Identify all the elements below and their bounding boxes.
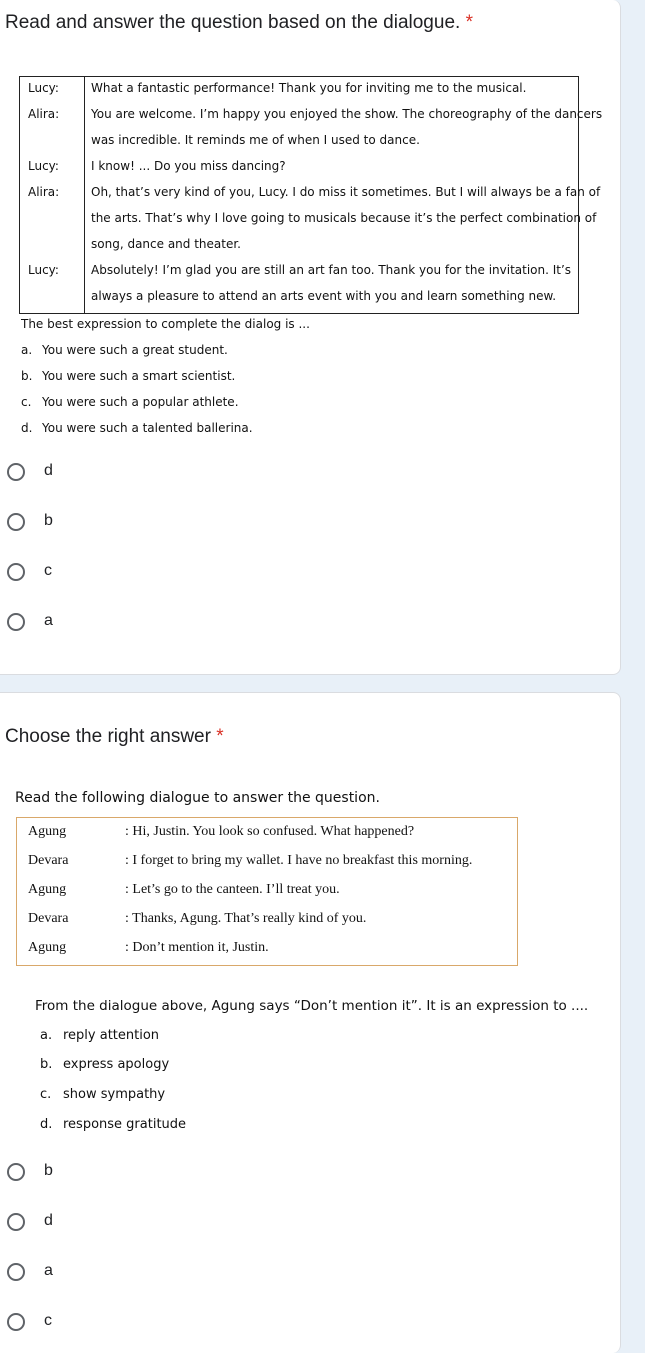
radio-circle-icon[interactable] — [7, 1313, 25, 1331]
radio-label: b — [44, 512, 53, 529]
radio-circle-icon[interactable] — [7, 513, 25, 531]
dialogue-line: Oh, that’s very kind of you, Lucy. I do miss it sometimes. But I will always be a fan of — [91, 185, 601, 199]
dialogue-line: : I forget to bring my wallet. I have no breakfast this morning. — [125, 853, 473, 868]
radio-option-d[interactable] — [7, 1211, 207, 1237]
speaker-label: Lucy: — [28, 263, 59, 277]
radio-option-d[interactable] — [7, 461, 207, 487]
speaker-label: Agung — [28, 824, 67, 839]
speaker-label: Alira: — [28, 107, 60, 121]
required-mark: * — [216, 726, 224, 747]
radio-option-b[interactable] — [7, 1161, 207, 1187]
dialogue-line: always a pleasure to attend an arts event with you and learn something new. — [91, 289, 557, 303]
speaker-label: Lucy: — [28, 81, 59, 95]
option-text: You were such a smart scientist. — [42, 369, 236, 383]
radio-label: d — [44, 462, 53, 479]
radio-label: a — [44, 1262, 53, 1279]
radio-label: a — [44, 612, 53, 629]
radio-option-a[interactable] — [7, 611, 207, 637]
question-prompt: The best expression to complete the dialog is ... — [21, 317, 310, 331]
dialogue-line: : Let’s go to the canteen. I’ll treat you. — [125, 882, 340, 897]
radio-option-b[interactable] — [7, 511, 207, 537]
radio-circle-icon[interactable] — [7, 463, 25, 481]
option-text: You were such a popular athlete. — [42, 395, 239, 409]
radio-option-a[interactable] — [7, 1261, 207, 1287]
option-text: response gratitude — [63, 1117, 187, 1132]
dialogue-line: You are welcome. I’m happy you enjoyed the show. The choreography of the dancers — [91, 107, 603, 121]
dialogue-line: : Thanks, Agung. That’s really kind of you. — [125, 911, 367, 926]
option-text: show sympathy — [63, 1087, 166, 1102]
dialogue-line: What a fantastic performance! Thank you for inviting me to the musical. — [91, 81, 527, 95]
option-text: reply attention — [63, 1028, 160, 1043]
radio-circle-icon[interactable] — [7, 563, 25, 581]
radio-circle-icon[interactable] — [7, 1163, 25, 1181]
option-letter: a. — [40, 1028, 53, 1043]
option-letter: a. — [21, 343, 33, 357]
dialogue-line: song, dance and theater. — [91, 237, 241, 251]
radio-circle-icon[interactable] — [7, 613, 25, 631]
speaker-label: Agung — [28, 940, 67, 955]
dialogue-line: was incredible. It reminds me of when I used to dance. — [91, 133, 420, 147]
question-card-1 — [0, 0, 621, 675]
speaker-label: Agung — [28, 882, 67, 897]
option-letter: b. — [21, 369, 33, 383]
dialogue-table — [16, 817, 518, 966]
required-mark: * — [465, 12, 473, 33]
option-letter: b. — [40, 1057, 53, 1072]
question-title-text: Read and answer the question based on the dialogue. — [5, 12, 461, 33]
dialogue-line: : Hi, Justin. You look so confused. What happened? — [125, 824, 415, 839]
option-letter: c. — [21, 395, 32, 409]
speaker-label: Devara — [28, 853, 69, 868]
radio-circle-icon[interactable] — [7, 1263, 25, 1281]
dialogue-line: the arts. That’s why I love going to musicals because it’s the perfect combination of — [91, 211, 597, 225]
option-letter: d. — [40, 1117, 53, 1132]
question-prompt: From the dialogue above, Agung says “Don’t mention it”. It is an expression to .... — [35, 998, 589, 1014]
question-title — [5, 12, 473, 34]
radio-label: d — [44, 1212, 53, 1229]
radio-option-c[interactable] — [7, 561, 207, 587]
option-letter: d. — [21, 421, 33, 435]
dialogue-table — [19, 76, 603, 314]
option-text: express apology — [63, 1057, 170, 1072]
speaker-label: Alira: — [28, 185, 60, 199]
dialogue-line: I know! ... Do you miss dancing? — [91, 159, 286, 173]
dialogue-intro: Read the following dialogue to answer the question. — [15, 790, 380, 806]
radio-option-c[interactable] — [7, 1311, 207, 1337]
radio-label: b — [44, 1162, 53, 1179]
radio-label: c — [44, 1312, 52, 1329]
option-text: You were such a great student. — [42, 343, 228, 357]
option-text: You were such a talented ballerina. — [42, 421, 253, 435]
dialogue-line: Absolutely! I’m glad you are still an art fan too. Thank you for the invitation. It’s — [91, 263, 572, 277]
radio-circle-icon[interactable] — [7, 1213, 25, 1231]
option-letter: c. — [40, 1087, 52, 1102]
dialogue-line: : Don’t mention it, Justin. — [125, 940, 269, 955]
question-title — [5, 726, 224, 748]
speaker-label: Lucy: — [28, 159, 59, 173]
speaker-label: Devara — [28, 911, 69, 926]
radio-label: c — [44, 562, 52, 579]
question-title-text: Choose the right answer — [5, 726, 211, 747]
table-divider — [84, 77, 85, 313]
